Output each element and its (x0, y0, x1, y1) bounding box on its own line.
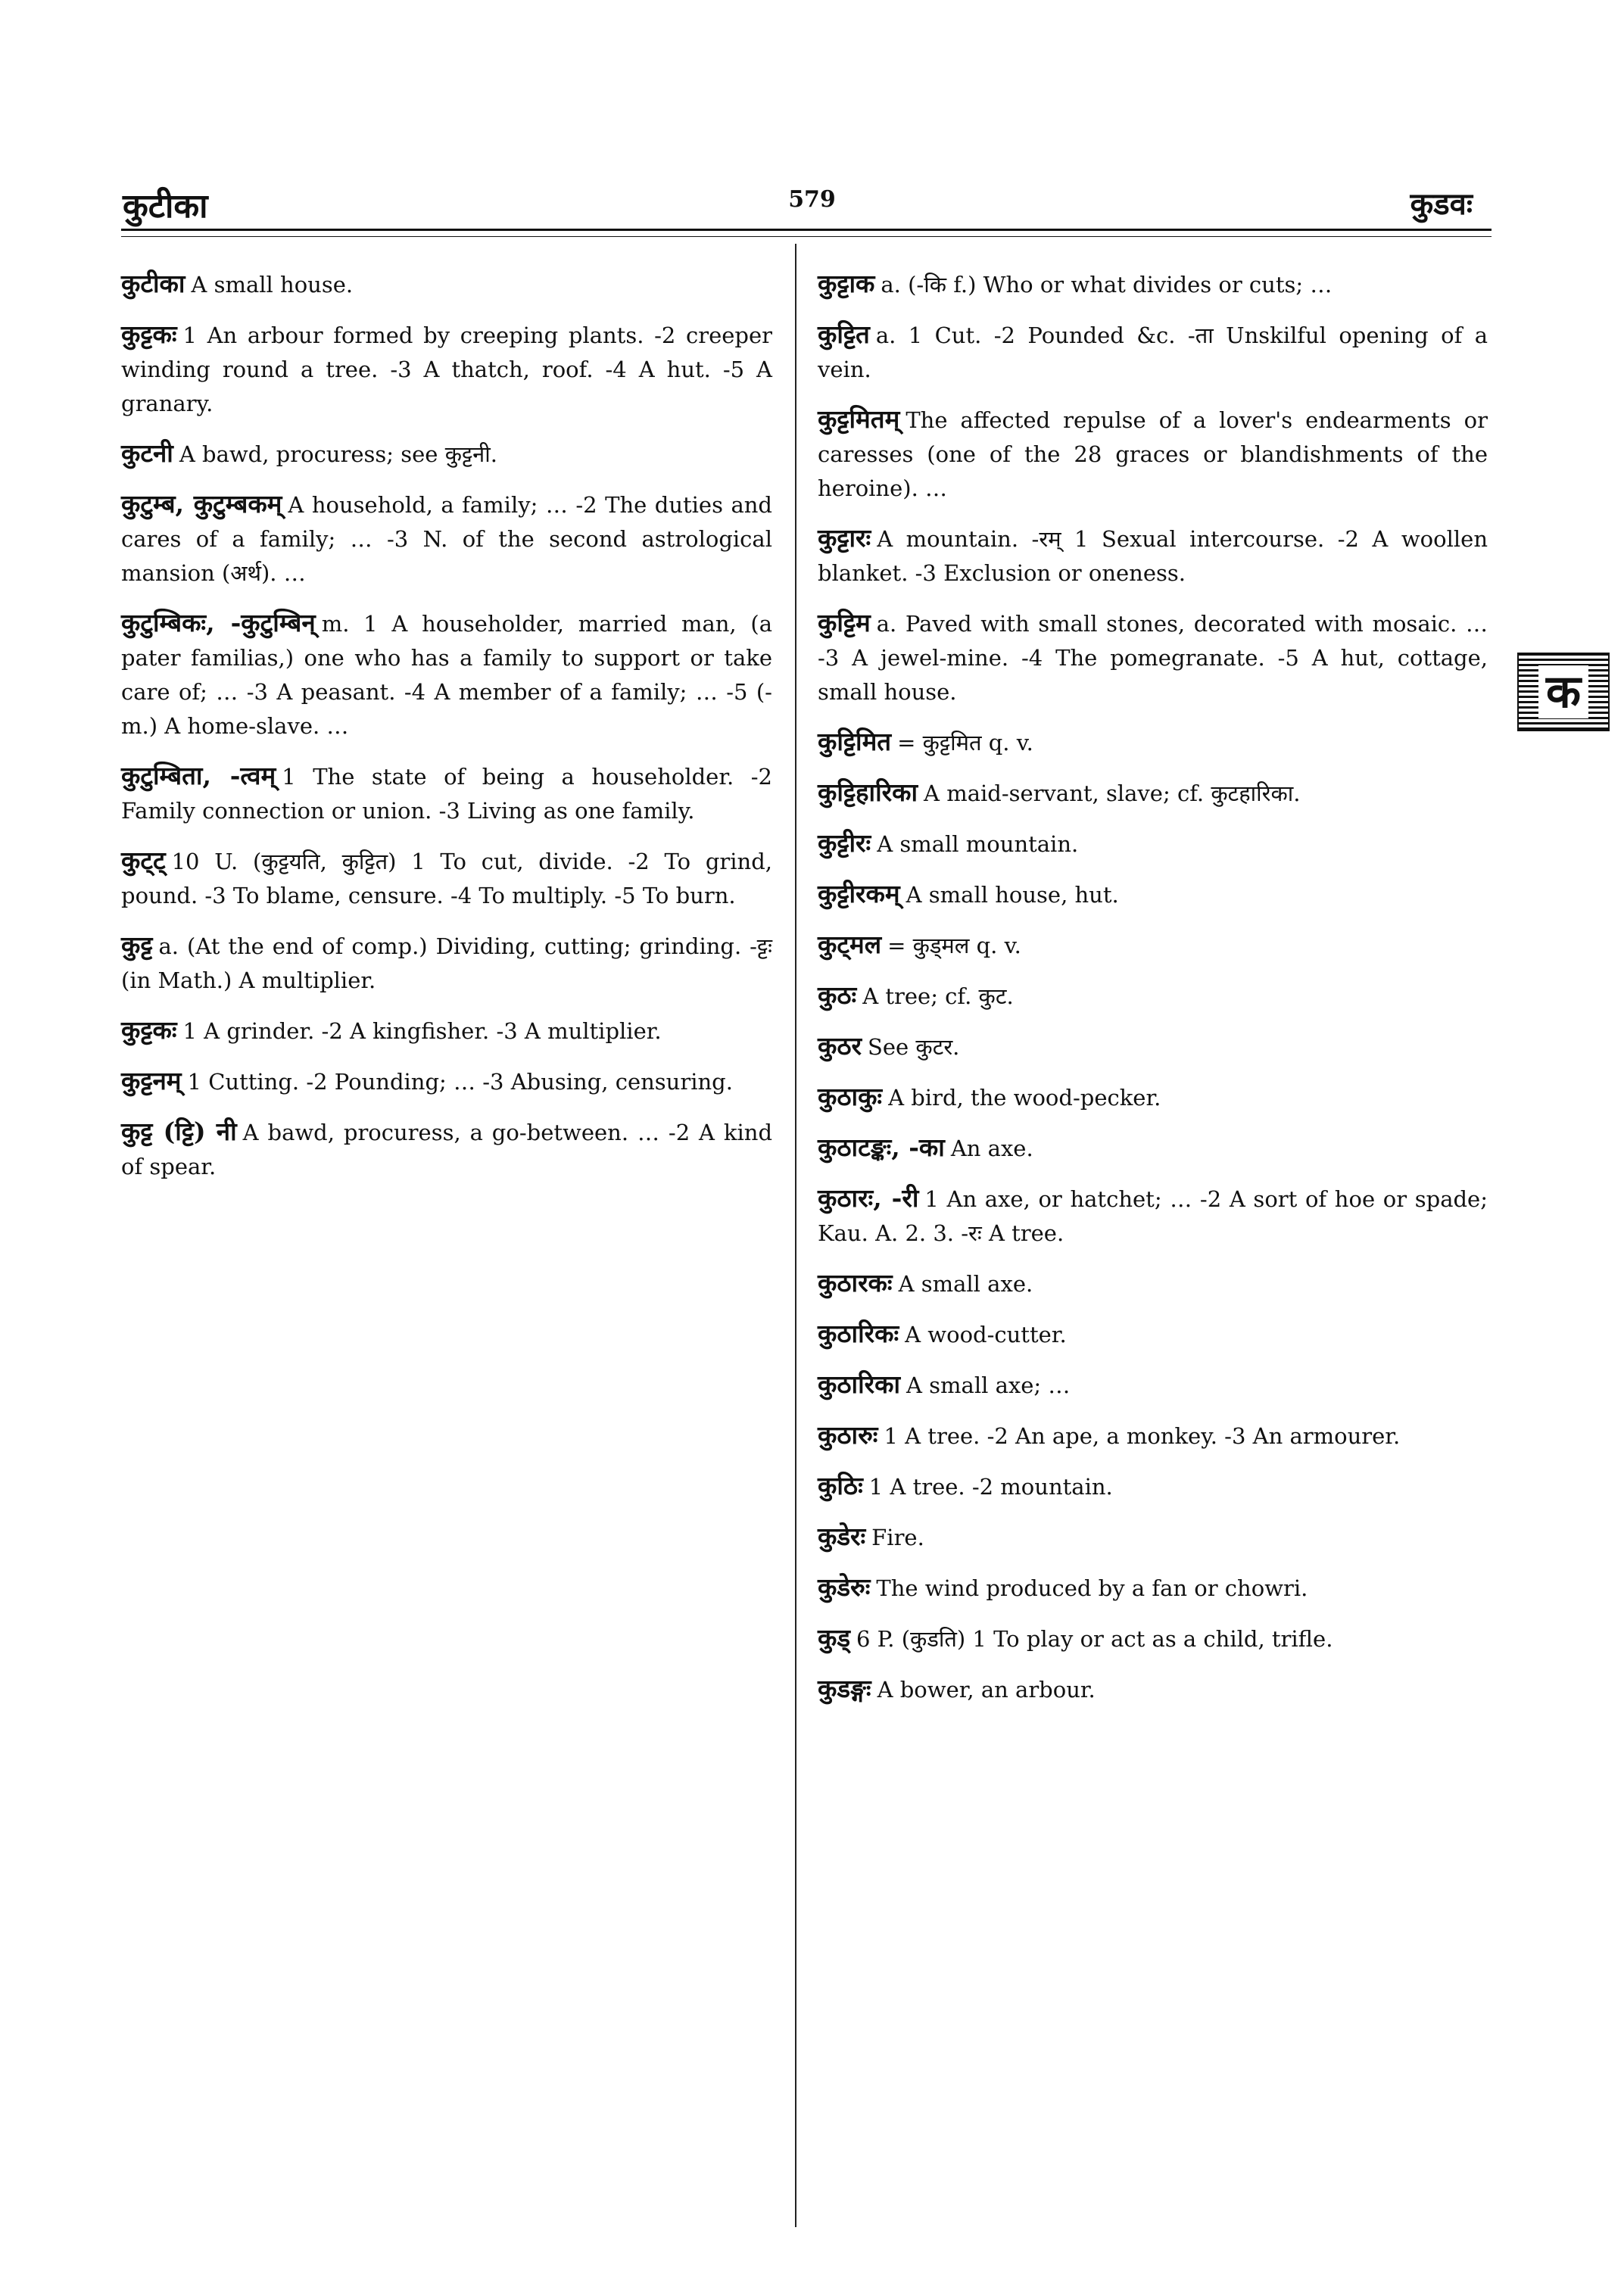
entry-text: A mountain. -रम् 1 Sexual intercourse. -2 A woollen blanket. -3 Exclusion or oneness. (818, 526, 1488, 586)
entry (121, 1064, 772, 1099)
entry-text: A small mountain. (877, 831, 1079, 857)
entry-text: A maid-servant, slave; cf. कुटहारिका. (924, 780, 1301, 806)
entry-text: A household, a family; … -2 The duties and cares of a family; … -3 N. of the second astrological mansion (अर्थ). … (121, 492, 772, 586)
headword: कुठारिका (818, 1369, 900, 1399)
entry (818, 1029, 1488, 1064)
entry (818, 606, 1488, 709)
right-guide-word: कुडवः (1410, 186, 1473, 222)
headword: कुट्टीरकम् (818, 879, 900, 908)
entry-text: 6 P. (कुडति) 1 To play or act as a child, trifle. (856, 1626, 1333, 1652)
entry-text: 1 Cutting. -2 Pounding; … -3 Abusing, censuring. (187, 1069, 733, 1095)
entry (818, 1519, 1488, 1555)
entry-text: A small axe. (898, 1271, 1033, 1297)
entry (818, 978, 1488, 1014)
entry-text: 1 A tree. -2 mountain. (868, 1474, 1113, 1500)
entry (818, 1671, 1488, 1707)
entry-text: 1 A grinder. -2 A kingfisher. -3 A multiplier. (182, 1018, 662, 1044)
entry-text: 1 An arbour formed by creeping plants. -2 creeper winding round a tree. -3 A thatch, roof. -4 A hut. -5 A granary. (121, 322, 772, 416)
headword: कुठारुः (818, 1420, 878, 1450)
headword: कुटुम्ब, कुटुम्बकम् (121, 489, 282, 519)
entry (121, 317, 772, 421)
entry (818, 1418, 1488, 1453)
entry (121, 436, 772, 472)
entry (121, 843, 772, 913)
headword: कुठिः (818, 1471, 863, 1500)
entry-text: A small house. (191, 272, 354, 298)
entry (818, 724, 1488, 760)
entry-text: A tree; cf. कुट. (862, 983, 1014, 1009)
entry (818, 1130, 1488, 1166)
entry-text: A bird, the wood-pecker. (888, 1085, 1161, 1111)
entry (121, 266, 772, 302)
entry (818, 402, 1488, 506)
header-rule-thick (121, 229, 1492, 231)
entry-text: a. (-कि f.) Who or what divides or cuts; … (881, 272, 1333, 298)
headword: कुट्टिमित (818, 727, 892, 756)
entry (121, 1013, 772, 1048)
entry (818, 927, 1488, 963)
page-number: 579 (788, 186, 836, 213)
entry-text: 10 U. (कुट्टयति, कुट्टित) 1 To cut, divide. -2 To grind, pound. -3 To blame, censure. -4 To multiply. -5 To burn. (121, 849, 772, 908)
entry-text: Fire. (871, 1525, 924, 1550)
headword: कुट्टिहारिका (818, 777, 918, 807)
entry-text: A wood-cutter. (905, 1322, 1067, 1347)
headword: कुडङ्गः (818, 1674, 871, 1703)
entry-text: 1 The state of being a householder. -2 Family connection or union. -3 Living as one family. (121, 764, 772, 824)
headword: कुट्टिम (818, 608, 871, 637)
headword: कुडेरुः (818, 1572, 871, 1602)
entry-text: See कुटर. (868, 1034, 960, 1060)
headword: कुट्टीरः (818, 828, 871, 858)
entry-text: 1 A tree. -2 An ape, a monkey. -3 An armourer. (884, 1423, 1401, 1449)
entry (818, 1367, 1488, 1403)
entry (818, 1621, 1488, 1656)
entry-text: a. Paved with small stones, decorated with mosaic. … -3 A jewel-mine. -4 The pomegranate. -5 A hut, cottage, small house. (818, 611, 1488, 705)
headword: कुठाकुः (818, 1082, 883, 1111)
entry (818, 266, 1488, 302)
headword: कुट्मल (818, 930, 882, 959)
headword: कुटनी (121, 438, 173, 468)
headword: कुठारः, -री (818, 1183, 919, 1213)
entry-text: A bower, an arbour. (877, 1677, 1096, 1703)
thumb-index-tab (1517, 653, 1610, 731)
entry (818, 1469, 1488, 1504)
entry (818, 826, 1488, 861)
headword: कुटुम्बिता, -त्वम् (121, 761, 276, 790)
entry (818, 521, 1488, 590)
headword: कुठारिकः (818, 1319, 899, 1348)
entry (818, 1266, 1488, 1301)
entry (121, 487, 772, 590)
left-column (121, 266, 772, 1199)
headword: कुट्टकः (121, 1015, 177, 1045)
right-column (818, 266, 1488, 1722)
entry-text: An axe. (950, 1136, 1033, 1161)
entry-text: 1 An axe, or hatchet; … -2 A sort of hoe or spade; Kau. A. 2. 3. -रः A tree. (818, 1186, 1488, 1246)
entry-text: a. 1 Cut. -2 Pounded &c. -ता Unskilful opening of a vein. (818, 322, 1488, 382)
headword: कुड् (818, 1623, 850, 1653)
headword: कुटुम्बिकः, -कुटुम्बिन् (121, 608, 316, 637)
headword: कुट्ट् (121, 846, 166, 875)
entry (818, 1181, 1488, 1251)
headword: कुट्टकः (121, 319, 177, 349)
headword: कुठः (818, 980, 857, 1010)
entry (121, 759, 772, 828)
entry-text: A bawd, procuress; see कुट्टनी. (179, 441, 497, 467)
headword: कुट्टित (818, 319, 870, 349)
entry-text: A bawd, procuress, a go-between. … -2 A kind of spear. (121, 1120, 773, 1179)
entry (818, 1080, 1488, 1115)
entry (818, 317, 1488, 387)
thumb-index-letter: क (1538, 665, 1588, 718)
entry-text: = कुड्मल q. v. (887, 933, 1021, 958)
headword: कुठर (818, 1031, 862, 1061)
entry-text: A small house, hut. (906, 882, 1119, 908)
headword: कुट्टमितम् (818, 404, 900, 434)
headword: कुट्टाक (818, 269, 875, 298)
entry (818, 775, 1488, 811)
entry (121, 928, 772, 998)
headword: कुटीका (121, 269, 185, 298)
entry-text: a. (At the end of comp.) Dividing, cutting; grinding. -ट्टः (in Math.) A multiplier. (121, 933, 772, 993)
entry (121, 1114, 772, 1184)
header-rule-thin (121, 236, 1492, 237)
headword: कुट्ट (121, 930, 153, 960)
entry (818, 1316, 1488, 1352)
entry (818, 877, 1488, 912)
headword: कुट्टनम् (121, 1066, 182, 1095)
entry (818, 1570, 1488, 1606)
entry-text: The affected repulse of a lover's endearments or caresses (one of the 28 graces or blandishments of the heroine). … (818, 407, 1488, 501)
headword: कुट्टारः (818, 523, 871, 553)
entry-text: = कुट्टमित q. v. (897, 730, 1033, 756)
headword: कुट्ट (ट्टि) नी (121, 1117, 237, 1146)
headword: कुठारकः (818, 1268, 893, 1298)
entry-text: A small axe; … (906, 1372, 1071, 1398)
entry-text: The wind produced by a fan or chowri. (876, 1575, 1308, 1601)
entry (121, 606, 772, 743)
left-guide-word: कुटीका (123, 187, 208, 226)
entry-text: m. 1 A householder, married man, (a pater familias,) one who has a family to support or take care of; … -3 A peasant. -4 A member of a family; … -5 (-m.) A home-slave. … (121, 611, 772, 739)
column-divider (795, 244, 796, 2227)
headword: कुडेरः (818, 1522, 866, 1551)
headword: कुठाटङ्कः, -का (818, 1132, 945, 1162)
